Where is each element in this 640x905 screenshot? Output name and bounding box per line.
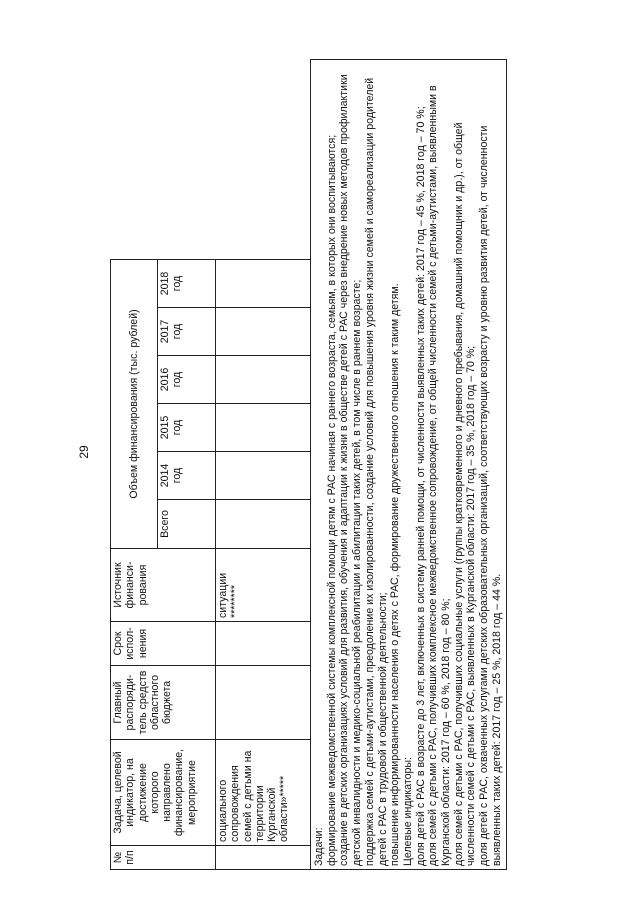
header-manager: Главный распоряди-тель средств областного бюджета: [111, 666, 216, 740]
document-content: [110, 60, 605, 870]
indicator-item: доля семей с детьми с РАС, получивших комплексное межведомственное сопровождение, от общей численности семей с детьми-аутистами, выявленными в Курганской области: 2017 год – 60 %, 2018 год – 80 %;: [427, 85, 453, 866]
header-2017: 2017 год: [158, 308, 216, 356]
tasks-heading: Задачи:: [313, 827, 325, 866]
header-2014: 2014 год: [158, 452, 216, 500]
task-item: поддержка семей с детьми-аутистами, преодоление их изолированности, создание условий для повышения уровня жизни семей и самореализации родителей детей с РАС в трудовой и общественной деятельности;: [363, 77, 389, 866]
header-row-top: [111, 59, 158, 869]
indicators-heading: Целевые индикаторы:: [401, 757, 414, 866]
row-source-text: ситуации ********: [216, 549, 311, 622]
header-2015: 2015 год: [158, 404, 216, 452]
task-item: создание в детских организациях условий для развития, обучения и адаптации к жизни в обществе детей с РАС через внедрение новых методов профилактики детской инвалидности и медико-социальной реабилитации и абилитации таких детей, в том числе в раннем возрасте;: [338, 74, 364, 866]
tasks-block: [311, 59, 507, 869]
task-item: повышение информированности населения о детях с РАС, формирование дружественного отношения к таким детям.: [389, 283, 402, 866]
indicator-item: доля семей с детьми с РАС, получивших социальные услуги (группы кратковременного и дневного пребывания, домашний помощник и др.), от общей численности семей с детьми с РАС, выявленных в Курганской области: 2017 год – 35 %, 2018 год – 70 %;: [452, 122, 478, 866]
header-funding: Объем финансирования (тыс. рублей): [111, 259, 158, 548]
program-table: [110, 59, 507, 870]
indicator-item: доля детей с РАС, охваченных услугами детских образовательных организаций, соответствующих возрасту и уровню развития детей, от численности выявленных таких детей: 2017 год – 25 %, 2018 год – 44 %.: [478, 125, 503, 866]
page-number: 29: [77, 445, 91, 459]
header-2016: 2016 год: [158, 356, 216, 404]
task-item: формирование межведомственной системы комплексной помощи детям с РАС начиная с раннего возраста, семьям, в которых они воспитываются;: [325, 134, 338, 866]
header-task: Задача, целевой индикатор, на достижение которого направлено финансирование, мероприятие: [111, 740, 216, 846]
row-task-text: социального сопровождения семей с детьми на территории Курганской области»*****: [216, 740, 311, 846]
header-term: Срок испол-нения: [111, 622, 216, 666]
header-2018: 2018 год: [158, 259, 216, 307]
header-total: Всего: [158, 500, 216, 549]
indicator-item: доля детей с РАС в возрасте до 3 лет, включенных в систему ранней помощи, от численности выявленных таких детей: 2017 год – 45 %, 2018 год – 70 %;: [414, 106, 427, 866]
header-num: № п/п: [111, 846, 216, 870]
header-source: Источник финанси-рования: [111, 549, 216, 622]
tasks-row: [311, 59, 507, 869]
